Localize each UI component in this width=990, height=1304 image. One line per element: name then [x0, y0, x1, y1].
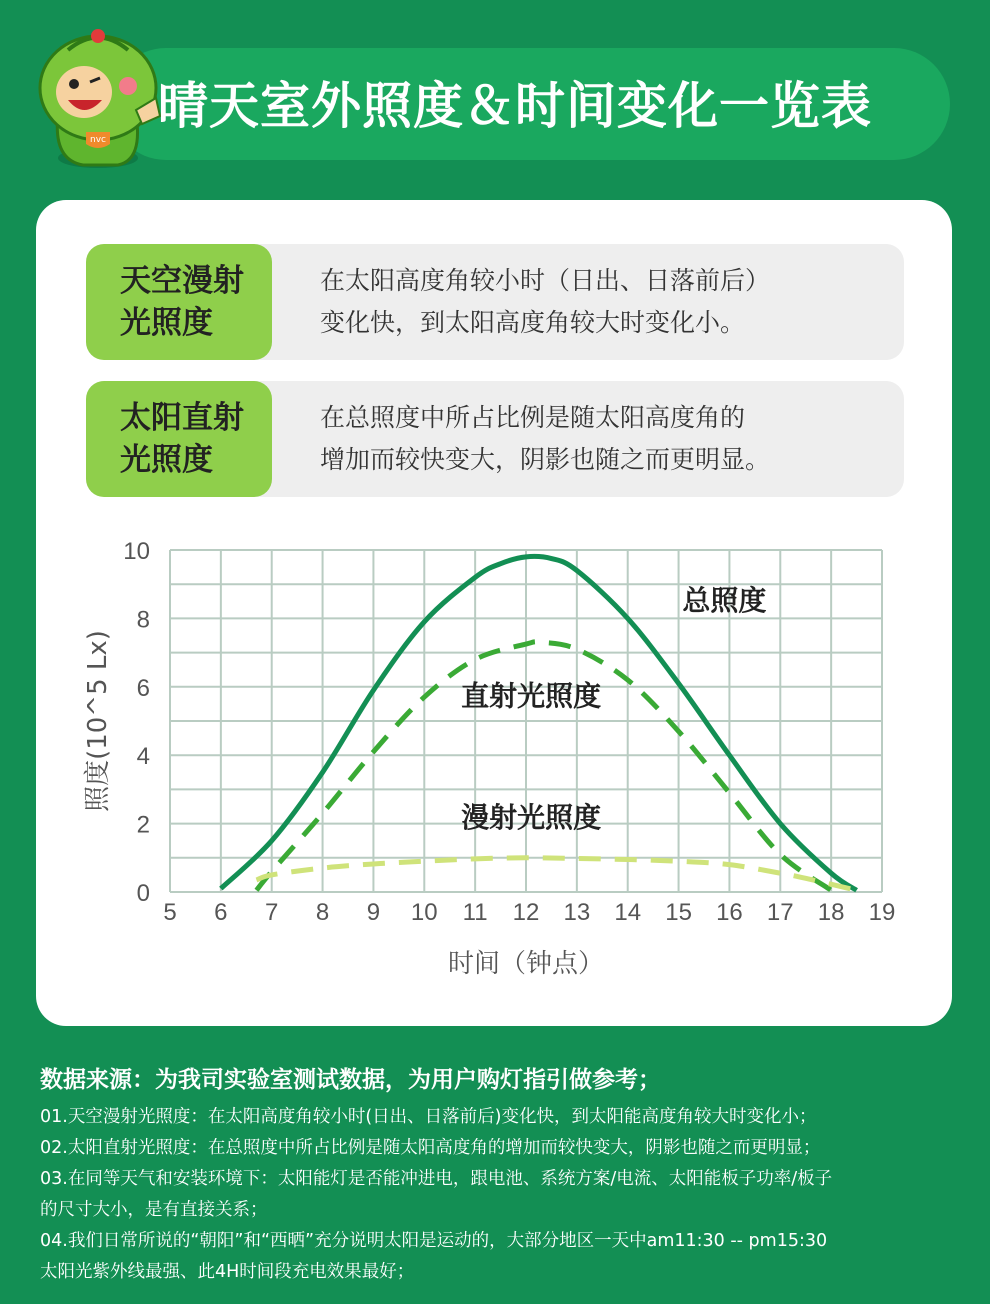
x-tick-label: 13: [563, 899, 591, 926]
series-label-total: 总照度: [682, 583, 767, 617]
x-tick-label: 7: [265, 899, 279, 926]
y-tick-label: 6: [136, 674, 150, 702]
y-tick-label: 8: [136, 606, 150, 634]
footer-notes: [40, 1058, 960, 1288]
footer-heading: 数据来源：为我司实验室测试数据，为用户购灯指引做参考；: [40, 1067, 661, 1093]
footer-line: 01.天空漫射光照度：在太阳高度角较小时(日出、日落前后)变化快，到太阳能高度角较大时变化小；: [40, 1107, 817, 1127]
series-label-diffuse: 漫射光照度: [461, 801, 602, 835]
x-tick-label: 19: [868, 899, 896, 926]
y-tick-label: 2: [136, 811, 150, 839]
info-row-direct: [86, 381, 904, 497]
info-label-line: 光照度: [120, 305, 213, 341]
x-tick-label: 18: [817, 899, 845, 926]
footer-line: 太阳光紫外线最强、此4H时间段充电效果最好；: [40, 1262, 415, 1282]
info-label-direct: [86, 381, 272, 497]
info-row-diffuse: [86, 244, 904, 360]
illuminance-chart: [60, 530, 940, 990]
x-axis-title: 时间（钟点）: [447, 949, 605, 979]
info-label-diffuse: [86, 244, 272, 360]
info-desc-line: 在总照度中所占比例是随太阳高度角的: [320, 403, 746, 432]
info-desc-line: 增加而较快变大，阴影也随之而更明显。: [320, 445, 771, 474]
footer-line: 02.太阳直射光照度：在总照度中所占比例是随太阳高度角的增加而较快变大，阴影也随之而更明显；: [40, 1138, 821, 1158]
x-tick-label: 15: [665, 899, 692, 926]
series-line-diffuse: [256, 858, 856, 890]
x-tick-label: 14: [614, 899, 642, 926]
info-desc-direct: [320, 381, 880, 497]
x-tick-label: 5: [163, 899, 177, 926]
info-label-line: 太阳直射: [120, 400, 244, 436]
x-tick-label: 6: [214, 899, 228, 926]
info-label-line: 光照度: [120, 442, 213, 478]
y-tick-label: 10: [123, 538, 150, 565]
y-tick-label: 4: [136, 743, 150, 771]
footer-line: 04.我们日常所说的“朝阳”和“西晒”充分说明太阳是运动的，大部分地区一天中am11:30 -- pm15:30: [40, 1231, 828, 1251]
mascot-logo: [28, 20, 168, 170]
y-axis-title: 照度(10^5 Lx): [83, 630, 113, 812]
info-desc-line: 在太阳高度角较小时（日出、日落前后）: [320, 266, 771, 295]
info-label-line: 天空漫射: [120, 263, 244, 299]
info-desc-diffuse: [320, 244, 880, 360]
x-tick-label: 16: [716, 899, 743, 926]
x-tick-label: 8: [315, 899, 330, 926]
x-tick-label: 9: [366, 899, 381, 926]
mascot-badge-text: nvc: [90, 135, 106, 145]
x-tick-label: 11: [462, 899, 488, 926]
footer-line: 03.在同等天气和安装环境下：太阳能灯是否能冲进电，跟电池、系统方案/电流、太阳能板子功率/板子: [40, 1169, 833, 1189]
page-title: 晴天室外照度＆时间变化一览表: [158, 77, 872, 135]
footer-line: 的尺寸大小，是有直接关系；: [40, 1200, 268, 1220]
y-tick-label: 0: [136, 880, 150, 907]
x-tick-label: 10: [410, 899, 438, 926]
x-tick-label: 17: [766, 899, 794, 926]
x-tick-label: 12: [512, 899, 540, 926]
series-label-direct: 直射光照度: [461, 679, 602, 713]
info-desc-line: 变化快，到太阳高度角较大时变化小。: [320, 308, 746, 337]
